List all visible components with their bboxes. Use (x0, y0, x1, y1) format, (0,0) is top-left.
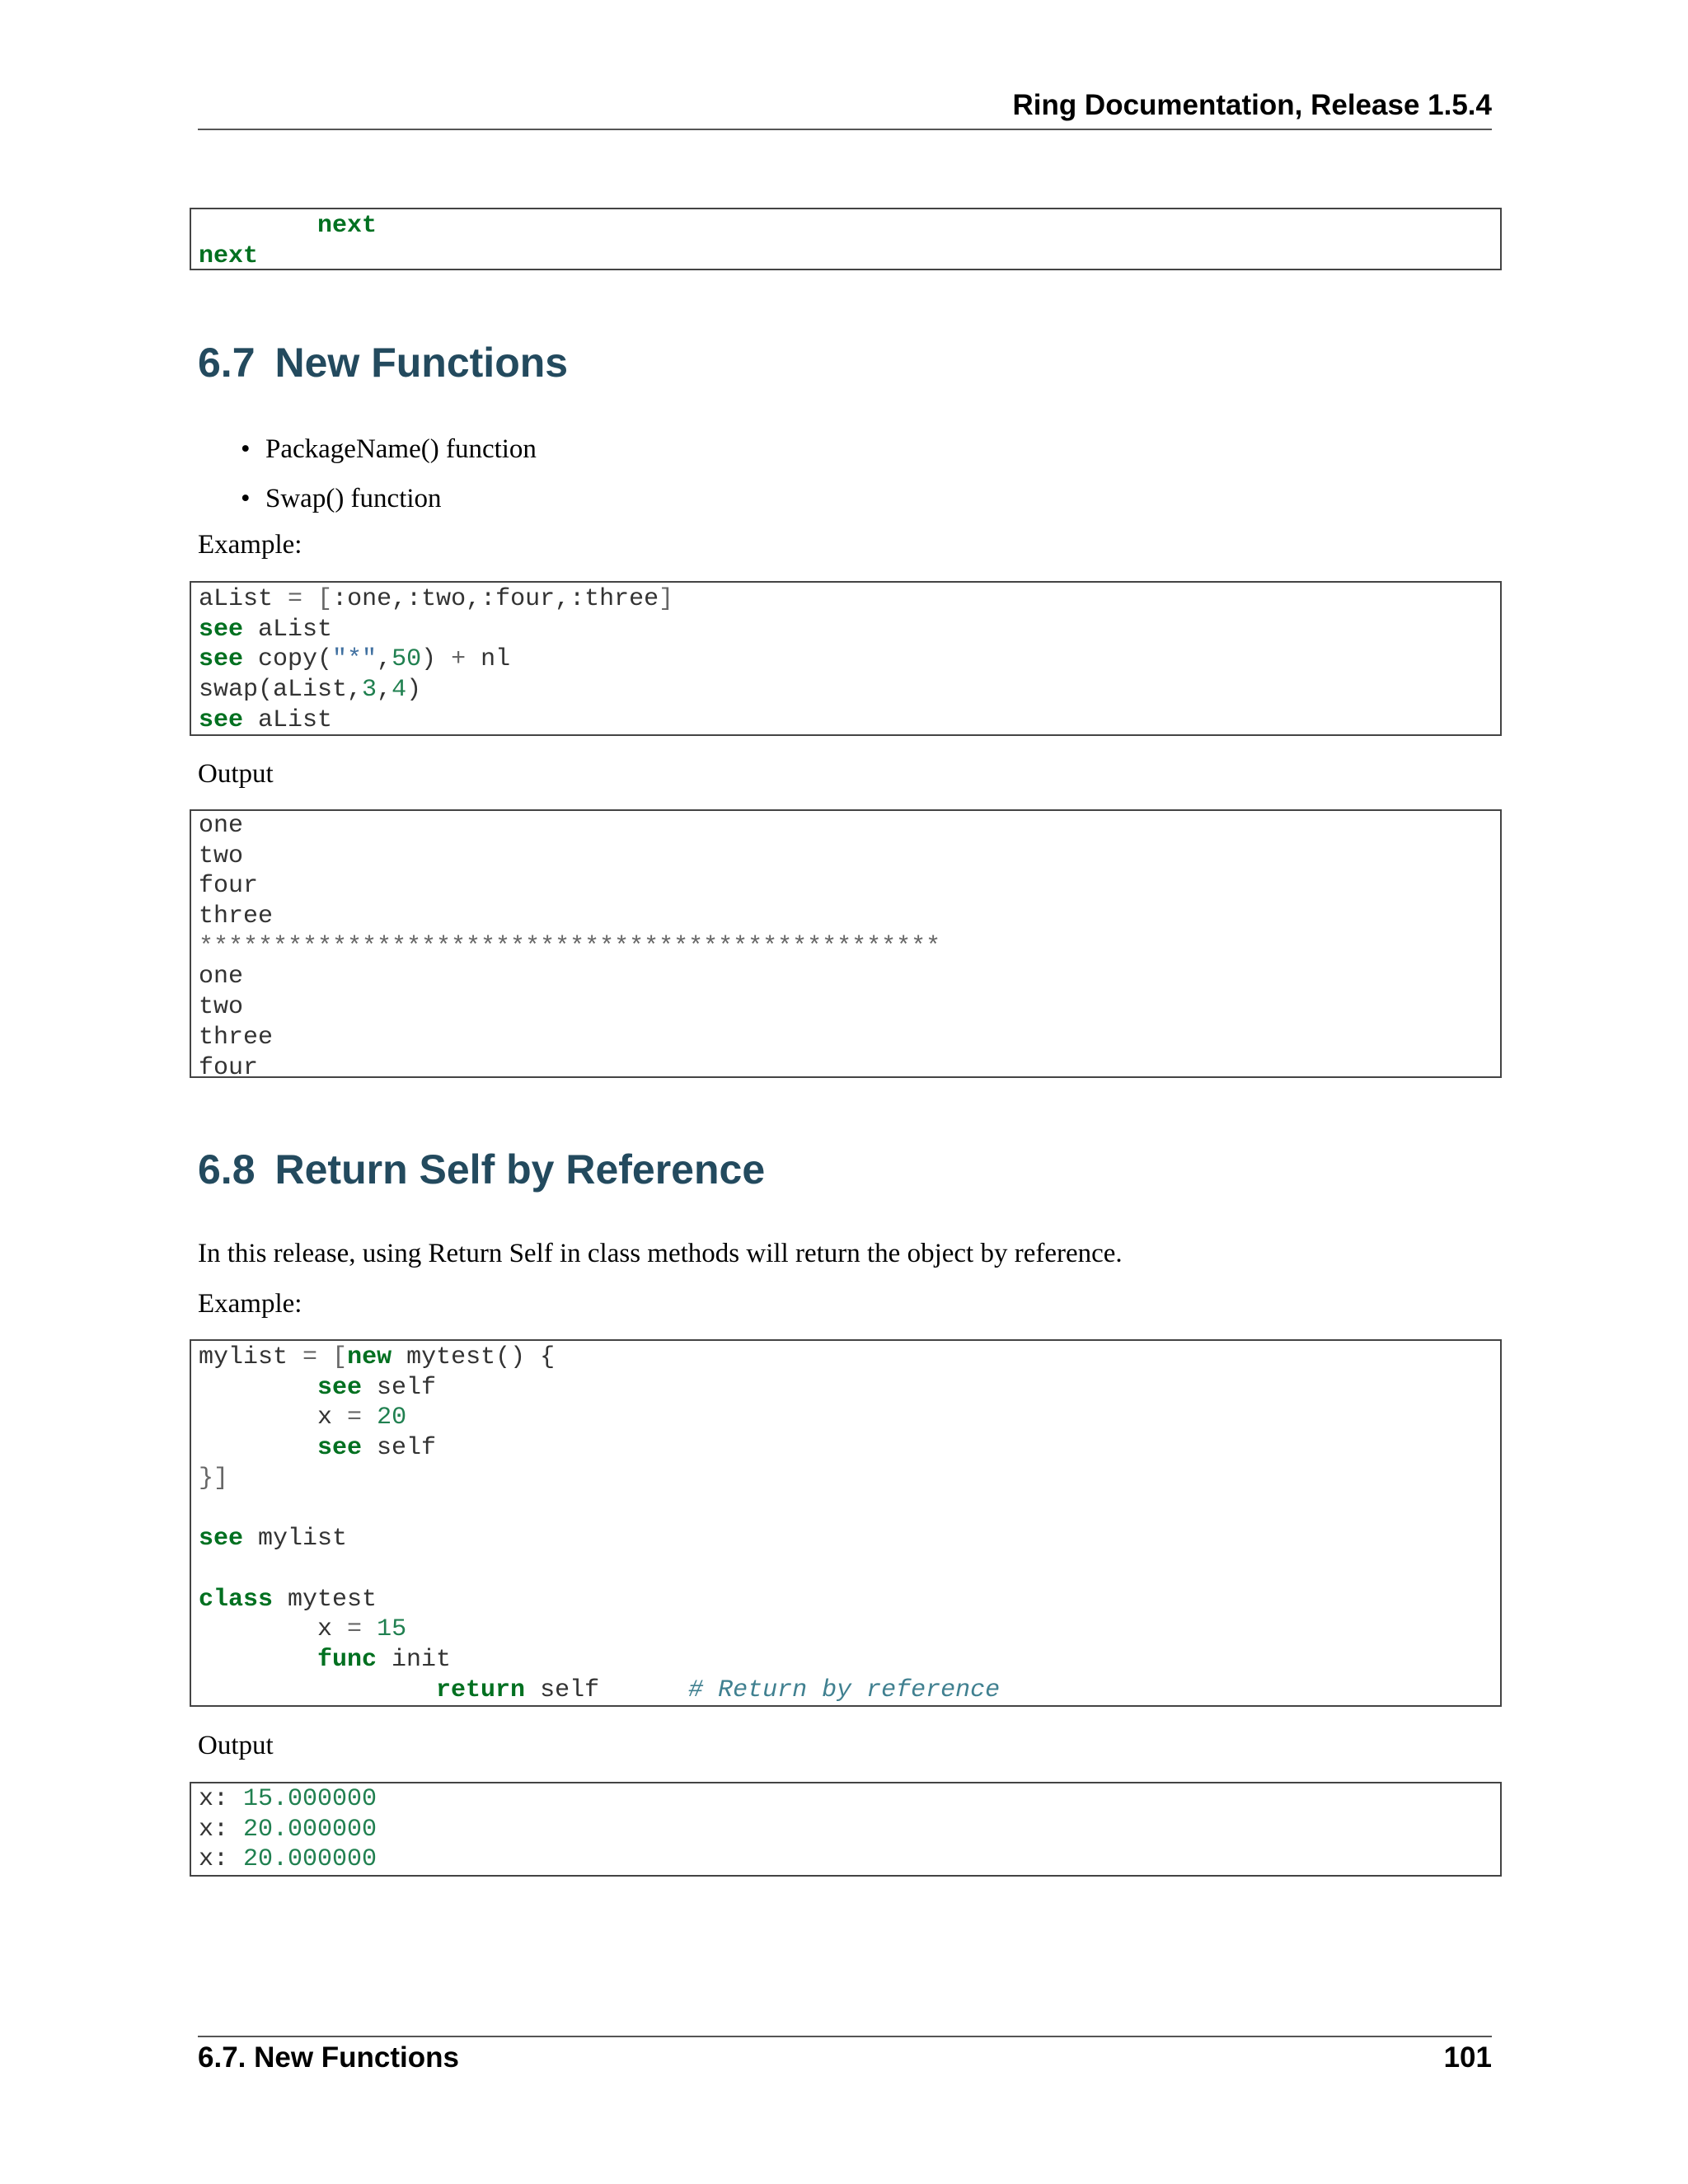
code-indent (199, 1615, 317, 1643)
code-text (302, 585, 317, 613)
output-label: Output (198, 1731, 274, 1760)
code-line (199, 1645, 1500, 1675)
code-text: mytest (273, 1585, 377, 1614)
list-item-text: PackageName() function (265, 434, 537, 464)
code-text: copy( (243, 645, 333, 674)
bullet-icon: • (241, 434, 251, 464)
code-operator: = (347, 1404, 363, 1432)
code-text: x (317, 1404, 348, 1432)
output-line: four (199, 872, 259, 901)
code-text: self (525, 1675, 689, 1704)
footer-section-title: 6.7. New Functions (198, 2041, 459, 2074)
bullet-icon: • (241, 484, 251, 513)
code-text: mylist (243, 1525, 348, 1554)
code-line (199, 241, 1500, 270)
code-keyword: see (317, 1434, 363, 1463)
code-block-swap-example (190, 581, 1502, 736)
list-item-text: Swap() function (265, 484, 442, 513)
code-keyword: see (199, 615, 244, 644)
code-keyword: new (347, 1343, 392, 1371)
code-keyword: return (436, 1675, 526, 1704)
code-keyword: next (199, 241, 259, 270)
page-number: 101 (1443, 2041, 1492, 2074)
code-text: aList (243, 705, 333, 734)
code-line (199, 1403, 1500, 1433)
code-text: , (377, 676, 392, 705)
code-text: , (377, 645, 392, 674)
code-number: 50 (392, 645, 422, 674)
code-string: "*" (332, 645, 377, 674)
output-line (199, 1844, 1500, 1875)
code-line (199, 1524, 1500, 1554)
code-text: ) (421, 645, 452, 674)
code-bracket: ] (213, 1464, 229, 1493)
output-line: four (199, 1053, 259, 1078)
code-indent (199, 1404, 317, 1432)
code-line (199, 1373, 1500, 1404)
output-block-return-self (190, 1782, 1502, 1877)
example-label: Example: (198, 530, 302, 560)
code-keyword: see (199, 1525, 244, 1554)
code-text (317, 1343, 332, 1371)
code-line (199, 584, 1500, 615)
output-label-text: x: (199, 1815, 244, 1844)
code-text: aList (199, 585, 288, 613)
code-line-blank (199, 1554, 1500, 1585)
code-operator: = (288, 585, 303, 613)
code-number: 20 (377, 1404, 407, 1432)
code-bracket: [ (332, 1343, 348, 1371)
code-text: self (362, 1373, 437, 1402)
example-label: Example: (198, 1289, 302, 1319)
footer-rule (198, 2036, 1492, 2037)
code-operator: + (451, 645, 467, 674)
output-line: two (199, 841, 244, 870)
code-text: init (377, 1645, 452, 1674)
section-number: 6.7 (198, 340, 256, 386)
code-number: 4 (392, 676, 407, 705)
code-text: ) (406, 676, 422, 705)
code-indent (199, 212, 317, 240)
output-number: 15.000000 (243, 1785, 377, 1813)
code-text (362, 1404, 377, 1432)
code-text: mytest() { (392, 1343, 556, 1371)
output-label-text: x: (199, 1845, 244, 1874)
code-line (199, 675, 1500, 705)
section-title: New Functions (274, 340, 569, 386)
code-bracket: ] (659, 585, 674, 613)
code-line (199, 211, 1500, 241)
code-line (199, 1433, 1500, 1464)
section-paragraph: In this release, using Return Self in class methods will return the object by reference. (198, 1239, 1123, 1268)
output-line: three (199, 1023, 274, 1052)
code-text: self (362, 1434, 437, 1463)
list-item (239, 482, 537, 532)
code-keyword: see (199, 705, 244, 734)
output-line: two (199, 993, 244, 1022)
function-list (239, 433, 537, 532)
output-label-text: x: (199, 1785, 244, 1813)
code-bracket: } (199, 1464, 214, 1493)
code-keyword: next (317, 212, 377, 240)
code-indent (199, 1434, 317, 1462)
code-line (199, 615, 1500, 645)
code-indent (199, 1676, 436, 1704)
output-block-swap (190, 809, 1502, 1078)
section-number: 6.8 (198, 1146, 256, 1193)
code-block-top (190, 208, 1502, 270)
code-operator: = (347, 1615, 363, 1644)
code-text: nl (466, 645, 511, 674)
code-indent (199, 1646, 317, 1674)
section-title: Return Self by Reference (274, 1146, 766, 1193)
code-bracket: [ (317, 585, 333, 613)
code-text: :one,:two,:four,:three (332, 585, 659, 613)
code-comment: # Return by reference (688, 1675, 1001, 1704)
code-keyword: class (199, 1585, 274, 1614)
code-line (199, 1675, 1500, 1706)
list-item (239, 433, 537, 482)
code-line (199, 1343, 1500, 1373)
code-text: mylist (199, 1343, 303, 1371)
code-text: x (317, 1615, 348, 1644)
section-heading-6-7 (198, 339, 568, 387)
output-line (199, 1784, 1500, 1815)
code-line (199, 1615, 1500, 1645)
header-rule (198, 129, 1492, 130)
code-line (199, 1464, 1500, 1494)
code-keyword: func (317, 1645, 377, 1674)
output-line (199, 1815, 1500, 1845)
code-operator: = (302, 1343, 318, 1371)
code-keyword: see (199, 645, 244, 674)
output-label: Output (198, 759, 274, 789)
output-line: three (199, 902, 274, 931)
output-line: one (199, 963, 244, 991)
code-block-return-self-example (190, 1339, 1502, 1707)
code-text (362, 1615, 377, 1643)
code-text: aList (243, 615, 333, 644)
code-indent (199, 1374, 317, 1402)
code-text: swap(aList, (199, 676, 363, 705)
output-line: one (199, 812, 244, 840)
section-heading-6-8 (198, 1146, 765, 1193)
running-header: Ring Documentation, Release 1.5.4 (1012, 89, 1492, 121)
code-line-blank (199, 1493, 1500, 1524)
code-number: 3 (362, 676, 377, 705)
output-number: 20.000000 (243, 1845, 377, 1874)
code-keyword: see (317, 1373, 363, 1402)
output-number: 20.000000 (243, 1815, 377, 1844)
code-line (199, 705, 1500, 736)
output-line: ************************************************** (199, 932, 941, 961)
code-line (199, 1585, 1500, 1615)
code-number: 15 (377, 1615, 407, 1644)
code-line (199, 644, 1500, 675)
